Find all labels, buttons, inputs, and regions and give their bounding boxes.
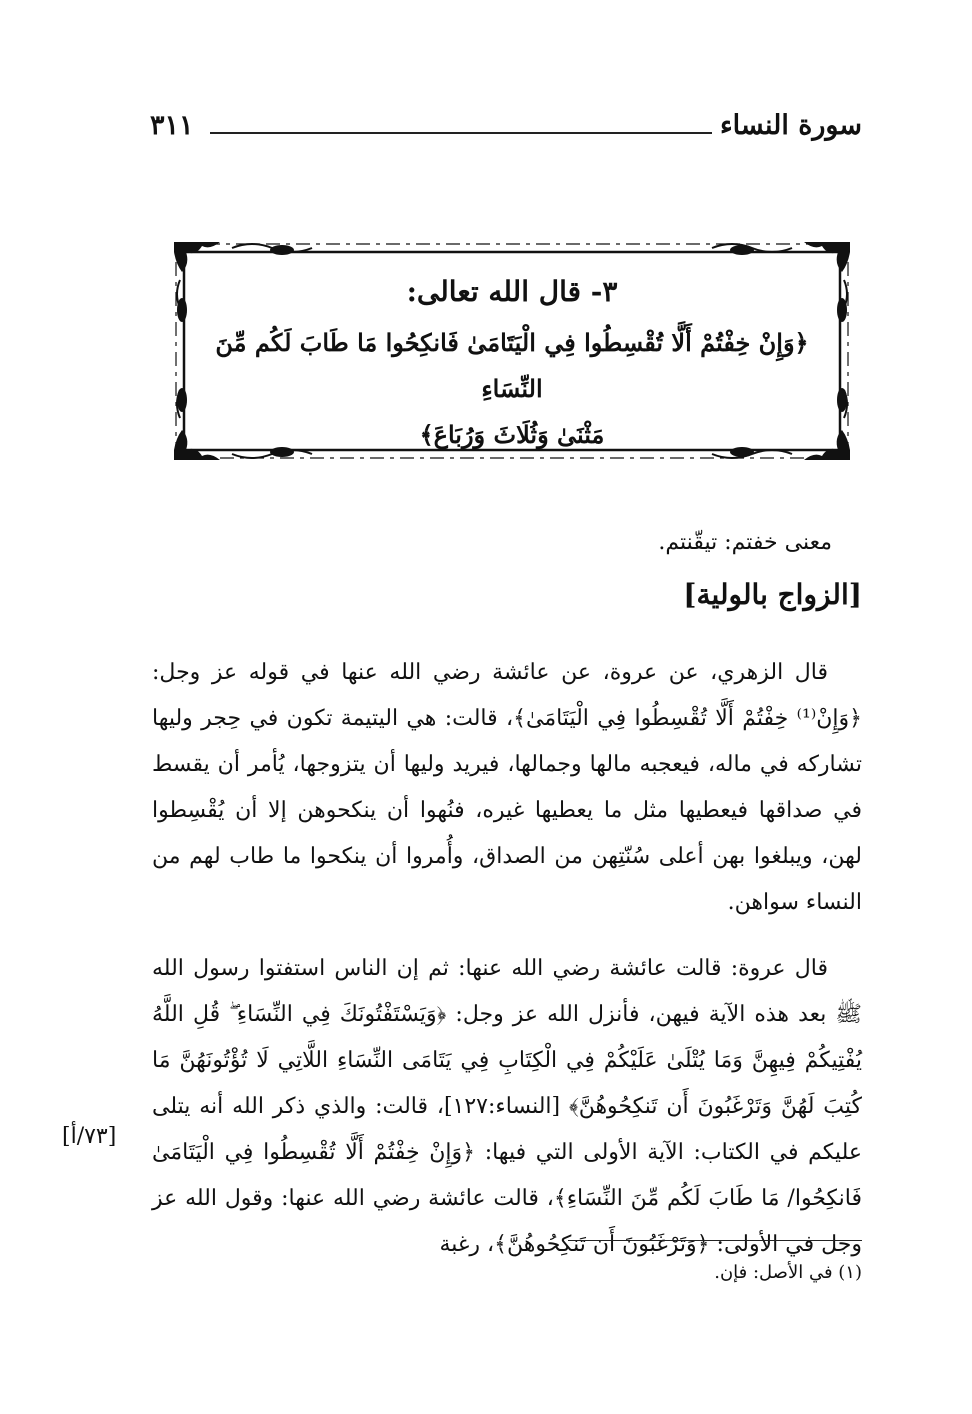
manuscript-folio-marker: [٧٣/أ] bbox=[62, 1124, 117, 1149]
verse-frame-content bbox=[202, 270, 822, 449]
section-heading: [الزواج بالولية] bbox=[683, 578, 862, 611]
page-header bbox=[150, 108, 862, 148]
verse-frame bbox=[172, 240, 852, 462]
quran-verse-line-2: مَثْنَىٰ وَثُلَاثَ وَرُبَاعَ﴾ bbox=[419, 420, 605, 449]
header-rule bbox=[210, 132, 712, 134]
paragraph-urwa: قال عروة: قالت عائشة رضي الله عنها: ثم إن الناس استفتوا رسول الله ﷺ بعد هذه الآية فيهن، فأنزل الله عز وجل: ﴿وَيَسْتَفْتُونَكَ فِي النِّسَاءِ ۖ قُلِ اللَّهُ يُفْتِيكُمْ فِيهِنَّ وَمَا يُتْلَىٰ عَلَيْكُمْ فِي الْكِتَابِ فِي يَتَامَى النِّسَاءِ اللَّاتِي لَا تُؤْتُونَهُنَّ مَا كُتِبَ لَهُنَّ وَتَرْغَبُونَ أَن تَنكِحُوهُنَّ﴾ [النساء:١٢٧]، قالت: والذي ذكر الله أنه يتلى عليكم في الكتاب: الآية الأولى التي فيها: ﴿وَإِنْ خِفْتُمْ أَلَّا تُقْسِطُوا فِي الْيَتَامَىٰ فَانكِحُوا/ مَا طَابَ لَكُم مِّنَ النِّسَاءِ﴾، قالت عائشة رضي الله عنها: وقول الله عز وجل في الأولى: ﴿وَتَرْغَبُونَ أَن تَنكِحُوهُنَّ﴾، رغبة bbox=[152, 956, 862, 1257]
paragraph-zuhri: قال الزهري، عن عروة، عن عائشة رضي الله عنها في قوله عز وجل: ﴿وَإِنْ⁽¹⁾ خِفْتُمْ أَلَّا تُقْسِطُوا فِي الْيَتَامَىٰ﴾، قالت: هي اليتيمة تكون في حِجر وليها تشاركه في ماله، فيعجبه مالها وجمالها، فيريد وليها أن يتزوجها، يُأمر أن يقسط في صداقها فيعطيها مثل ما يعطيها غيره، فنُهوا أن ينكحوهن إلا أن يُقْسِطوا لهن، ويبلغوا بهن أعلى سُنّتِهن من الصداق، وأُمروا أن ينكحوا ما طاب لهم من النساء سواهن. bbox=[152, 660, 862, 915]
surah-name: سورة النساء bbox=[719, 110, 862, 141]
page-number: ٣١١ bbox=[150, 110, 194, 141]
footnote: (١) في الأصل: فإن. bbox=[714, 1262, 862, 1283]
meaning-line: معنى خفتم: تيقّنتم. bbox=[658, 530, 832, 555]
verse-title: ٣- قال الله تعالى: bbox=[406, 275, 618, 308]
quran-verse-line-1: ﴿وَإِنْ خِفْتُمْ أَلَّا تُقْسِطُوا فِي الْيَتَامَىٰ فَانكِحُوا مَا طَابَ لَكُم مِّنَ النِّسَاءِ bbox=[215, 328, 809, 403]
footnote-rule bbox=[568, 1240, 862, 1241]
